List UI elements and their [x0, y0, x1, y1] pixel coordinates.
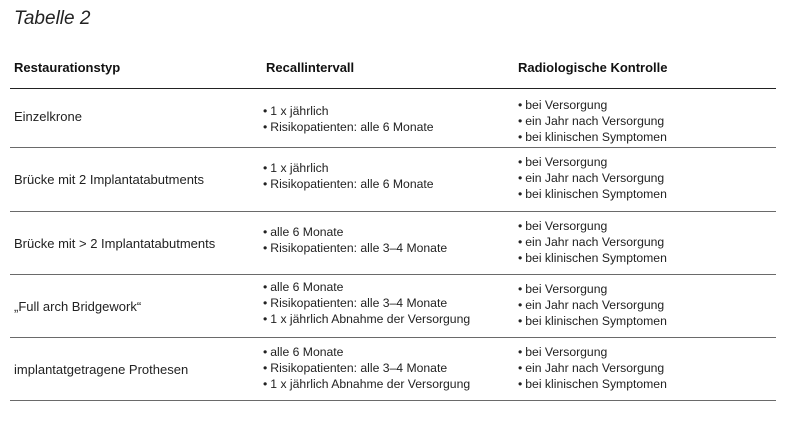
list-item-text: Risikopatienten: alle 6 Monate — [270, 177, 434, 191]
bullet-icon: • — [518, 130, 523, 144]
restaurationstyp-cell: „Full arch Bridgework“ — [14, 299, 142, 314]
bullet-icon: • — [518, 187, 523, 201]
header-radiologische-kontrolle: Radiologische Kontrolle — [518, 60, 668, 75]
bullet-icon: • — [518, 298, 523, 312]
list-item-text: ein Jahr nach Versorgung — [525, 114, 665, 128]
list-item — [518, 376, 667, 392]
list-item-text: bei klinischen Symptomen — [525, 251, 667, 265]
list-item — [263, 103, 434, 119]
table-row — [10, 275, 776, 338]
list-item-text: 1 x jährlich — [270, 161, 329, 175]
list-item-text: bei klinischen Symptomen — [525, 130, 667, 144]
list-item — [518, 250, 667, 266]
header-recallintervall: Recallintervall — [266, 60, 355, 75]
list-item-text: 1 x jährlich — [270, 104, 329, 118]
list-item-text: ein Jahr nach Versorgung — [525, 171, 665, 185]
bullet-icon: • — [518, 345, 523, 359]
list-item — [263, 224, 447, 240]
list-item — [518, 218, 667, 234]
bullet-icon: • — [518, 251, 523, 265]
bullet-icon: • — [518, 282, 523, 296]
list-item-text: ein Jahr nach Versorgung — [525, 235, 665, 249]
bullet-icon: • — [263, 280, 268, 294]
bullet-icon: • — [263, 361, 268, 375]
list-item — [263, 160, 434, 176]
bullet-icon: • — [263, 345, 268, 359]
bullet-icon: • — [263, 120, 268, 134]
recallintervall-cell — [263, 103, 434, 135]
bullet-icon: • — [263, 104, 268, 118]
list-item — [263, 311, 470, 327]
list-item — [518, 360, 667, 376]
table-row — [10, 338, 776, 401]
table-row — [10, 89, 776, 148]
bullet-icon: • — [263, 377, 268, 391]
list-item — [263, 344, 470, 360]
list-item-text: Risikopatienten: alle 3–4 Monate — [270, 241, 448, 255]
list-item-text: bei Versorgung — [525, 219, 608, 233]
table-row — [10, 212, 776, 275]
list-item-text: alle 6 Monate — [270, 225, 344, 239]
list-item-text: Risikopatienten: alle 3–4 Monate — [270, 296, 448, 310]
list-item — [518, 281, 667, 297]
bullet-icon: • — [518, 114, 523, 128]
list-item-text: bei klinischen Symptomen — [525, 187, 667, 201]
header-restaurationstyp: Restaurationstyp — [14, 60, 121, 75]
list-item — [518, 170, 667, 186]
bullet-icon: • — [518, 235, 523, 249]
list-item — [518, 297, 667, 313]
list-item-text: 1 x jährlich Abnahme der Versorgung — [270, 312, 471, 326]
list-item-text: bei Versorgung — [525, 345, 608, 359]
recallintervall-cell — [263, 344, 470, 392]
list-item — [263, 360, 470, 376]
restaurationstyp-cell: implantatgetragene Prothesen — [14, 362, 189, 377]
table-row — [10, 148, 776, 212]
list-item-text: bei Versorgung — [525, 155, 608, 169]
radiologische-kontrolle-cell — [518, 97, 667, 145]
table-body — [10, 89, 776, 401]
bullet-icon: • — [518, 377, 523, 391]
list-item — [518, 344, 667, 360]
restaurationstyp-cell: Einzelkrone — [14, 109, 82, 124]
bullet-icon: • — [263, 296, 268, 310]
bullet-icon: • — [518, 219, 523, 233]
radiologische-kontrolle-cell — [518, 344, 667, 392]
radiologische-kontrolle-cell — [518, 154, 667, 202]
table-title: Tabelle 2 — [14, 8, 91, 29]
recall-table — [10, 52, 776, 401]
restaurationstyp-cell: Brücke mit > 2 Implantatabutments — [14, 236, 216, 251]
bullet-icon: • — [518, 314, 523, 328]
recallintervall-cell — [263, 279, 470, 327]
list-item — [263, 376, 470, 392]
list-item — [263, 279, 470, 295]
list-item-text: ein Jahr nach Versorgung — [525, 298, 665, 312]
bullet-icon: • — [518, 171, 523, 185]
list-item — [263, 295, 470, 311]
radiologische-kontrolle-cell — [518, 218, 667, 266]
list-item-text: Risikopatienten: alle 6 Monate — [270, 120, 434, 134]
bullet-icon: • — [518, 361, 523, 375]
list-item — [518, 313, 667, 329]
list-item — [518, 113, 667, 129]
list-item-text: bei Versorgung — [525, 98, 608, 112]
restaurationstyp-cell: Brücke mit 2 Implantatabutments — [14, 172, 205, 187]
list-item — [518, 234, 667, 250]
list-item — [263, 176, 434, 192]
bullet-icon: • — [518, 98, 523, 112]
table-header — [10, 52, 776, 89]
radiologische-kontrolle-cell — [518, 281, 667, 329]
list-item-text: alle 6 Monate — [270, 280, 344, 294]
list-item — [518, 97, 667, 113]
list-item — [263, 240, 447, 256]
list-item — [518, 154, 667, 170]
list-item-text: bei klinischen Symptomen — [525, 314, 667, 328]
recallintervall-cell — [263, 224, 447, 256]
list-item-text: bei klinischen Symptomen — [525, 377, 667, 391]
bullet-icon: • — [263, 312, 268, 326]
bullet-icon: • — [263, 225, 268, 239]
recallintervall-cell — [263, 160, 434, 192]
list-item-text: ein Jahr nach Versorgung — [525, 361, 665, 375]
list-item-text: alle 6 Monate — [270, 345, 344, 359]
list-item — [263, 119, 434, 135]
bullet-icon: • — [518, 155, 523, 169]
bullet-icon: • — [263, 177, 268, 191]
list-item — [518, 186, 667, 202]
bullet-icon: • — [263, 161, 268, 175]
list-item-text: bei Versorgung — [525, 282, 608, 296]
list-item — [518, 129, 667, 145]
list-item-text: 1 x jährlich Abnahme der Versorgung — [270, 377, 471, 391]
bullet-icon: • — [263, 241, 268, 255]
list-item-text: Risikopatienten: alle 3–4 Monate — [270, 361, 448, 375]
